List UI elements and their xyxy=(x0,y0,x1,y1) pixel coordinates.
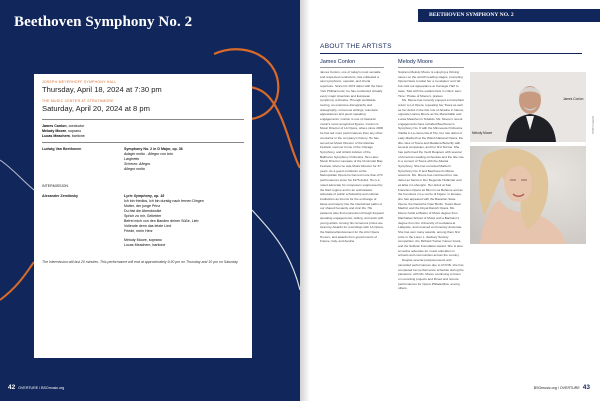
performer-name: Melody Moore xyxy=(42,129,67,133)
event-date-2: Saturday, April 20, 2024 at 8 pm xyxy=(42,104,150,113)
movement: Allegro molto xyxy=(124,167,145,171)
right-page xyxy=(300,0,600,401)
song-title: Du bist die Abendwolke xyxy=(124,209,162,213)
movement-list xyxy=(124,152,173,172)
intermission-note: The intermission will last 20 minutes. This performance will end at approximately 9:30 pm on Thursday and 10 pm on Saturday. xyxy=(42,260,239,264)
work-title: Symphony No. 2 in D Major, op. 36 xyxy=(124,147,183,151)
venue-label-1: JOSEPH MEYERHOFF SYMPHONY HALL xyxy=(42,80,117,84)
folio-text: BSOmusic.org / OVERTURE xyxy=(533,386,580,390)
performer-name: Lucas Meachem xyxy=(124,243,151,247)
performer-role: , baritone xyxy=(150,243,166,247)
performer-name: James Conlon xyxy=(42,124,67,128)
performer-name: Lucas Meachem xyxy=(42,134,70,138)
page-number: 43 xyxy=(582,384,590,391)
portrait-image xyxy=(470,146,586,244)
artist-name-heading: James Conlon xyxy=(320,59,356,65)
composer-name: Ludwig Van Beethoven xyxy=(42,147,82,151)
composer-name: Alexander Zemlinsky xyxy=(42,194,78,198)
folio-left xyxy=(8,384,64,391)
bio-paragraph: James Conlon, one of today's most versatile and respected conductors, has cultivated a vast symphonic, operatic, and choral repertoire. Since his 1974 debut with the New York Philharmonic, he has conducted virtually every major American and European symphony orchestra. Through worldwide touring, an extensive discography and videography, numerous writings, television appearances and guest speaking engagements, Conlon is one of classical music's most recognized figures. Conlon is Music Director of LA Opera, where since 2006 he has led more performances than any other conductor in the company's history. He has served as Music Director of the Ravinia Festival, summer home of the Chicago Symphony, and Artistic Advisor of the Baltimore Symphony Orchestra. He is also Music Director Laureate of the Cincinnati May Festival, where he was Music Director for 37 years. As a guest conductor at the Metropolitan Opera he has led more than 270 performances since his 1976 debut. He is a noted advocate for composers suppressed by the Nazi regime and is an enthusiastic advocate of public scholarship and cultural institutions as forums for the exchange of ideas and inquiry into the intertwined paths of our shared humanity and civic life. His passions also find expression through frequent speaking engagements, writing, and work with young artists. Among his numerous prizes are Grammy Awards for recordings with LA Opera, the National Endowment for the Arts Opera Honors, and awards from governments of France, Italy, and Austria. xyxy=(320,70,384,244)
folio-right xyxy=(534,384,590,391)
photo-caption: Melody Moore xyxy=(472,131,493,135)
page-number: 42 xyxy=(8,384,16,391)
venue-label-2: THE MUSIC CENTER AT STRATHMORE xyxy=(42,99,114,103)
photo-credit: PHOTO CREDIT xyxy=(592,115,595,134)
movement: Larghetto xyxy=(124,157,140,161)
divider xyxy=(42,119,244,120)
running-head: BEETHOVEN SYMPHONY NO. 2 xyxy=(418,9,600,22)
performer-role: , soprano xyxy=(66,129,82,133)
column-rule xyxy=(398,67,464,68)
photo-caption: James Conlon xyxy=(563,97,584,101)
artist-name-heading: Melody Moore xyxy=(398,59,433,65)
artist-bio xyxy=(320,70,384,362)
song-title: Vollende denn das letzte Lied xyxy=(124,224,171,228)
bio-paragraph: Despite several postponements and cancelled performances due to COVID, she has completed her performance schedule during the pandemic, with Ms. Moore continuing to focus on recording projects and filmed and remote performances for Opera Philadelphia, among others. xyxy=(398,258,464,291)
event-date-1: Thursday, April 18, 2024 at 7:30 pm xyxy=(42,85,162,94)
performer-role: , conductor xyxy=(66,124,85,128)
movement: Adagio molto - Allegro con brio xyxy=(124,152,174,156)
movement: Scherzo: Allegro xyxy=(124,162,151,166)
swirl-stroke-orange-lower xyxy=(0,262,34,300)
swirl-stroke-white xyxy=(252,210,300,290)
song-performers xyxy=(124,238,165,248)
divider xyxy=(42,142,244,143)
song-title: Befrei mich von den Banden deiner Süße, Lieb xyxy=(124,219,199,223)
folio-text: OVERTURE / BSOmusic.org xyxy=(18,386,65,390)
bio-paragraph: Ms. Moore has recently enjoyed a triumphant return to LA Opera, repeating her Tosca as well as her debut in the title role of Ariadne in Naxos, opposite Lianna Moore as the Marschallin and Lucas Meachem's Tebaldo. Ms. Moore's recent engagements have included Beethoven's Symphony No. 9 with the Minnesota Orchestra, Vitellia in La clemenza di Tito, her role debut of Lady Macbeth at the Welsh National Opera, the title roles of Tosca and Madama Butterfly with several companies, and her first Norma. She has performed the Verdi Requiem with several of America's leading orchestras and the title role in a concert of Tosca with the Atlanta Symphony. She has recorded Mahler's Symphony No. 8 and Beethoven's Missa solemnis. Ms. Moore has continued her role debut as Senta in Der fliegende Holländer and as Elsa in Lohengrin. Her debut at San Francisco Opera as Mimì in La Bohème and as the Countess in Le nozze di Figaro. In Europe, she has appeared with the Bavarian State Opera, the Deutsche Oper Berlin, Teatro Real Madrid, and the Royal Danish Opera. Ms. Moore holds a Master of Music degree from Manhattan School of Music and a Bachelor's degree from the University of Louisiana at Lafayette, and received an honorary doctorate. She has won many awards, among them first prize in the Loren L. Zachary Society competition, the Richard Tucker Career Grant, and the Sullivan Foundation Award. She is also an active advocate for music education in schools and communities across the country. xyxy=(398,98,464,258)
performers-list xyxy=(42,124,85,139)
swirl-stroke-white-left xyxy=(0,160,34,190)
portrait-melody-moore xyxy=(470,146,586,244)
performer-role: , soprano xyxy=(146,238,162,242)
page-title: Beethoven Symphony No. 2 xyxy=(14,14,193,30)
intermission-label: INTERMISSION xyxy=(42,184,68,188)
work-title: Lyric Symphony, op. 18 xyxy=(124,194,165,198)
song-title: Friede, mein Herz xyxy=(124,229,153,233)
artist-bio xyxy=(398,70,464,382)
gutter-shadow xyxy=(300,0,310,401)
performer-name: Melody Moore xyxy=(124,238,147,242)
program-card xyxy=(34,74,252,358)
performer-role: , baritone xyxy=(69,134,85,138)
song-title: Sprich zu mir, Geliebter xyxy=(124,214,162,218)
song-list xyxy=(124,199,204,234)
column-rule xyxy=(320,67,384,68)
section-title: ABOUT THE ARTISTS xyxy=(320,43,392,50)
bio-paragraph: Soprano Melody Moore is enjoying a thriving career on the world's leading stages, prompting Opera News to label her a 'revelation' and 'all-but-sold-out appearance at Carnegie Hall' to raise. 'Met with the earliest fans in critics' ears' Time.' Praise of Moore's, praises xyxy=(398,70,463,98)
song-title: Mutter, der junge Prinz xyxy=(124,204,161,208)
song-title: Ich bin friedlos, ich bin durstig nach fernen Dingen xyxy=(124,199,204,203)
section-rule xyxy=(320,53,582,54)
